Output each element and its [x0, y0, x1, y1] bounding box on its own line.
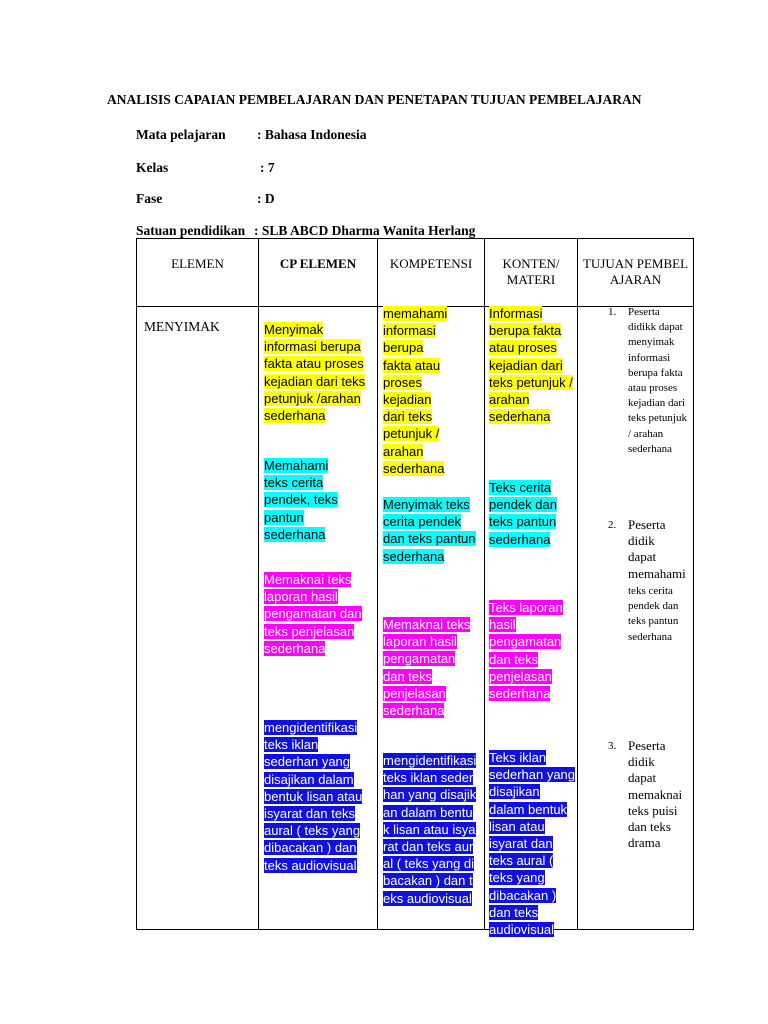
cell-elemen — [137, 307, 259, 930]
tujuan-item-3: Peserta didik dapat memaknai teks puisi dan teks drama — [628, 738, 683, 851]
meta-label: Mata pelajaran — [136, 127, 226, 142]
konten-block-3: Teks laporan hasil pengamatan dan teks penjelasan sederhana — [489, 600, 563, 702]
analysis-table — [136, 238, 694, 938]
meta-label: Fase — [136, 191, 163, 206]
header-cp-elemen: CP ELEMEN — [259, 239, 378, 307]
header-elemen: ELEMEN — [137, 239, 259, 307]
elemen-label: MENYIMAK — [144, 319, 220, 334]
meta-row-school — [136, 223, 476, 239]
konten-block-1: Informasi berupa fakta atau proses kejadian dari teks petunjuk / arahan sederhana — [489, 306, 573, 425]
tujuan-number-3: 3. — [608, 740, 617, 752]
tujuan-item-1: Peserta didikk dapat menyimak informasi berupa fakta atau proses kejadian dari teks petunjuk / arahan sederhana — [628, 306, 687, 455]
header-tujuan: TUJUAN PEMBELAJARAN — [578, 239, 694, 307]
table-row — [137, 307, 694, 930]
meta-row-phase — [136, 191, 275, 207]
kompetensi-block-1: memahami informasi berupa fakta atau proses kejadian dari teks petunjuk / arahan sederhana — [383, 306, 448, 476]
meta-value: : D — [257, 191, 275, 206]
kompetensi-block-2: Menyimak teks cerita pendek dan teks pantun sederhana — [383, 497, 476, 564]
meta-row-subject — [136, 127, 367, 143]
kompetensi-block-3: Memaknai teks laporan hasil pengamatan dan teks penjelasan sederhana — [383, 617, 471, 719]
konten-block-2: Teks cerita pendek dan teks pantun sederhana — [489, 480, 557, 547]
kompetensi-block-4: mengidentifikasi teks iklan sederhan yang disajikan dalam bentuk lisan atau isyarat dan teks aural ( teks yang dibacakan ) dan teks audiovisual — [383, 753, 477, 906]
table-header-row — [137, 239, 694, 307]
meta-value: : SLB ABCD Dharma Wanita Herlang — [254, 223, 476, 238]
konten-block-4: Teks iklan sederhan yang disajikan dalam bentuk lisan atau isyarat dan teks aural ( teks yang dibacakan ) dan teks audiovisual — [489, 750, 576, 938]
tujuan-item-2-lead: Peserta didik dapat memahami — [628, 517, 686, 581]
tujuan-number-1: 1. — [608, 306, 617, 318]
meta-label: Satuan pendidikan — [136, 223, 246, 238]
document-title: ANALISIS CAPAIAN PEMBELAJARAN DAN PENETAPAN TUJUAN PEMBELAJARAN — [107, 92, 642, 107]
meta-label: Kelas — [136, 160, 169, 175]
cell-kompetensi — [378, 307, 485, 930]
header-kompetensi: KOMPETENSI — [378, 239, 485, 307]
tujuan-number-2: 2. — [608, 519, 617, 531]
cp-block-4: mengidentifikasi teks iklan sederhan yang disajikan dalam bentuk lisan atau isyarat dan teks aural ( teks yang dibacakan ) dan teks audiovisual — [264, 720, 363, 873]
cp-block-3: Memaknai teks laporan hasil pengamatan dan teks penjelasan sederhana — [264, 572, 362, 656]
cp-block-1: Menyimak informasi berupa fakta atau proses kejadian dari teks petunjuk /arahan sederhana — [264, 322, 366, 424]
cp-block-2: Memahami teks cerita pendek, teks pantun sederhana — [264, 458, 338, 542]
cell-cp — [259, 307, 378, 930]
cell-tujuan — [578, 307, 694, 930]
header-konten: KONTEN/ MATERI — [485, 239, 578, 307]
meta-value: : Bahasa Indonesia — [257, 127, 367, 142]
tujuan-item-2: teks cerita pendek dan teks pantun sederhana — [628, 585, 679, 643]
cell-konten — [485, 306, 578, 938]
meta-row-class — [136, 160, 275, 176]
meta-value: : 7 — [260, 160, 275, 175]
